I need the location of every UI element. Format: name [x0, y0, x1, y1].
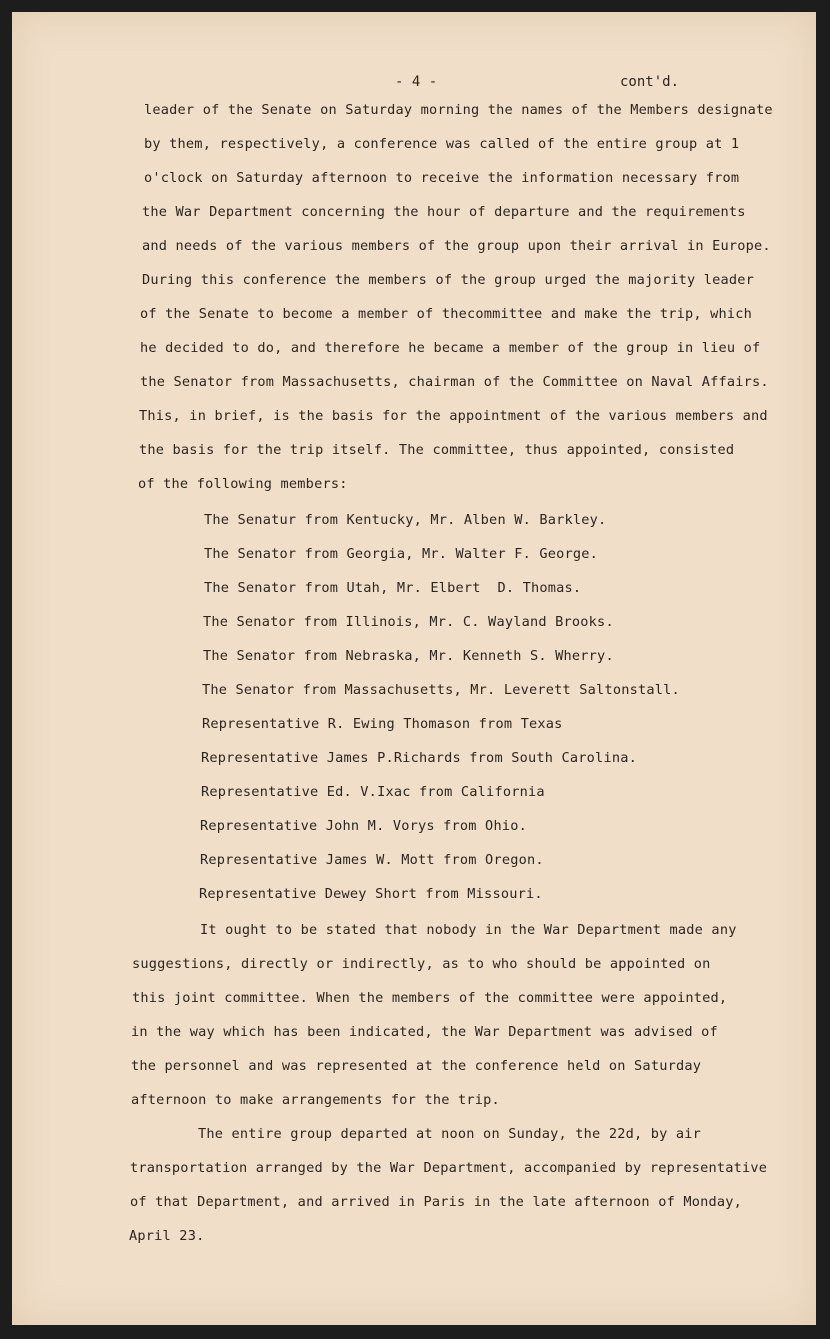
- text-line: o'clock on Saturday afternoon to receive the information necessary from: [144, 170, 740, 186]
- page-number: - 4 -: [395, 74, 438, 90]
- member-list-item: Representative James W. Mott from Oregon.: [200, 852, 544, 868]
- text-line: this joint committee. When the members of the committee were appointed,: [132, 990, 728, 1006]
- member-list-item: Representative James P.Richards from South Carolina.: [201, 750, 637, 766]
- member-list-item: Representative Ed. V.Ixac from California: [201, 784, 545, 800]
- page-header: [12, 74, 816, 98]
- text-line: the Senator from Massachusetts, chairman of the Committee on Naval Affairs.: [140, 374, 769, 390]
- text-line: The entire group departed at noon on Sunday, the 22d, by air: [198, 1126, 702, 1142]
- member-list-item: The Senator from Utah, Mr. Elbert D. Thomas.: [204, 580, 582, 596]
- text-line: the basis for the trip itself. The committee, thus appointed, consisted: [139, 442, 735, 458]
- text-line: transportation arranged by the War Department, accompanied by representative: [130, 1160, 768, 1176]
- text-line: afternoon to make arrangements for the trip.: [131, 1092, 500, 1108]
- text-line: in the way which has been indicated, the War Department was advised of: [131, 1024, 718, 1040]
- member-list-item: The Senatur from Kentucky, Mr. Alben W. Barkley.: [204, 512, 607, 528]
- text-line: This, in brief, is the basis for the appointment of the various members and: [139, 408, 768, 424]
- member-list-item: The Senator from Illinois, Mr. C. Wayland Brooks.: [203, 614, 614, 630]
- member-list-item: Representative R. Ewing Thomason from Texas: [202, 716, 563, 732]
- member-list-item: The Senator from Nebraska, Mr. Kenneth S. Wherry.: [203, 648, 614, 664]
- text-line: by them, respectively, a conference was called of the entire group at 1: [144, 136, 740, 152]
- member-list-item: The Senator from Massachusetts, Mr. Leverett Saltonstall.: [202, 682, 680, 698]
- text-line: It ought to be stated that nobody in the War Department made any: [200, 922, 737, 938]
- text-line: the War Department concerning the hour of departure and the requirements: [142, 204, 746, 220]
- member-list-item: The Senator from Georgia, Mr. Walter F. George.: [204, 546, 599, 562]
- text-line: suggestions, directly or indirectly, as to who should be appointed on: [132, 956, 711, 972]
- member-list-item: Representative Dewey Short from Missouri.: [199, 886, 543, 902]
- text-line: of the Senate to become a member of thecommittee and make the trip, which: [140, 306, 753, 322]
- continued-label: cont'd.: [620, 74, 680, 90]
- text-line: April 23.: [129, 1228, 205, 1244]
- member-list-item: Representative John M. Vorys from Ohio.: [200, 818, 527, 834]
- document-page: [12, 12, 816, 1325]
- text-line: of that Department, and arrived in Paris in the late afternoon of Monday,: [130, 1194, 743, 1210]
- text-line: he decided to do, and therefore he became a member of the group in lieu of: [140, 340, 761, 356]
- text-line: of the following members:: [138, 476, 348, 492]
- text-line: leader of the Senate on Saturday morning the names of the Members designate: [144, 102, 773, 118]
- text-line: During this conference the members of the group urged the majority leader: [142, 272, 755, 288]
- text-line: and needs of the various members of the group upon their arrival in Europe.: [142, 238, 771, 254]
- text-line: the personnel and was represented at the conference held on Saturday: [131, 1058, 702, 1074]
